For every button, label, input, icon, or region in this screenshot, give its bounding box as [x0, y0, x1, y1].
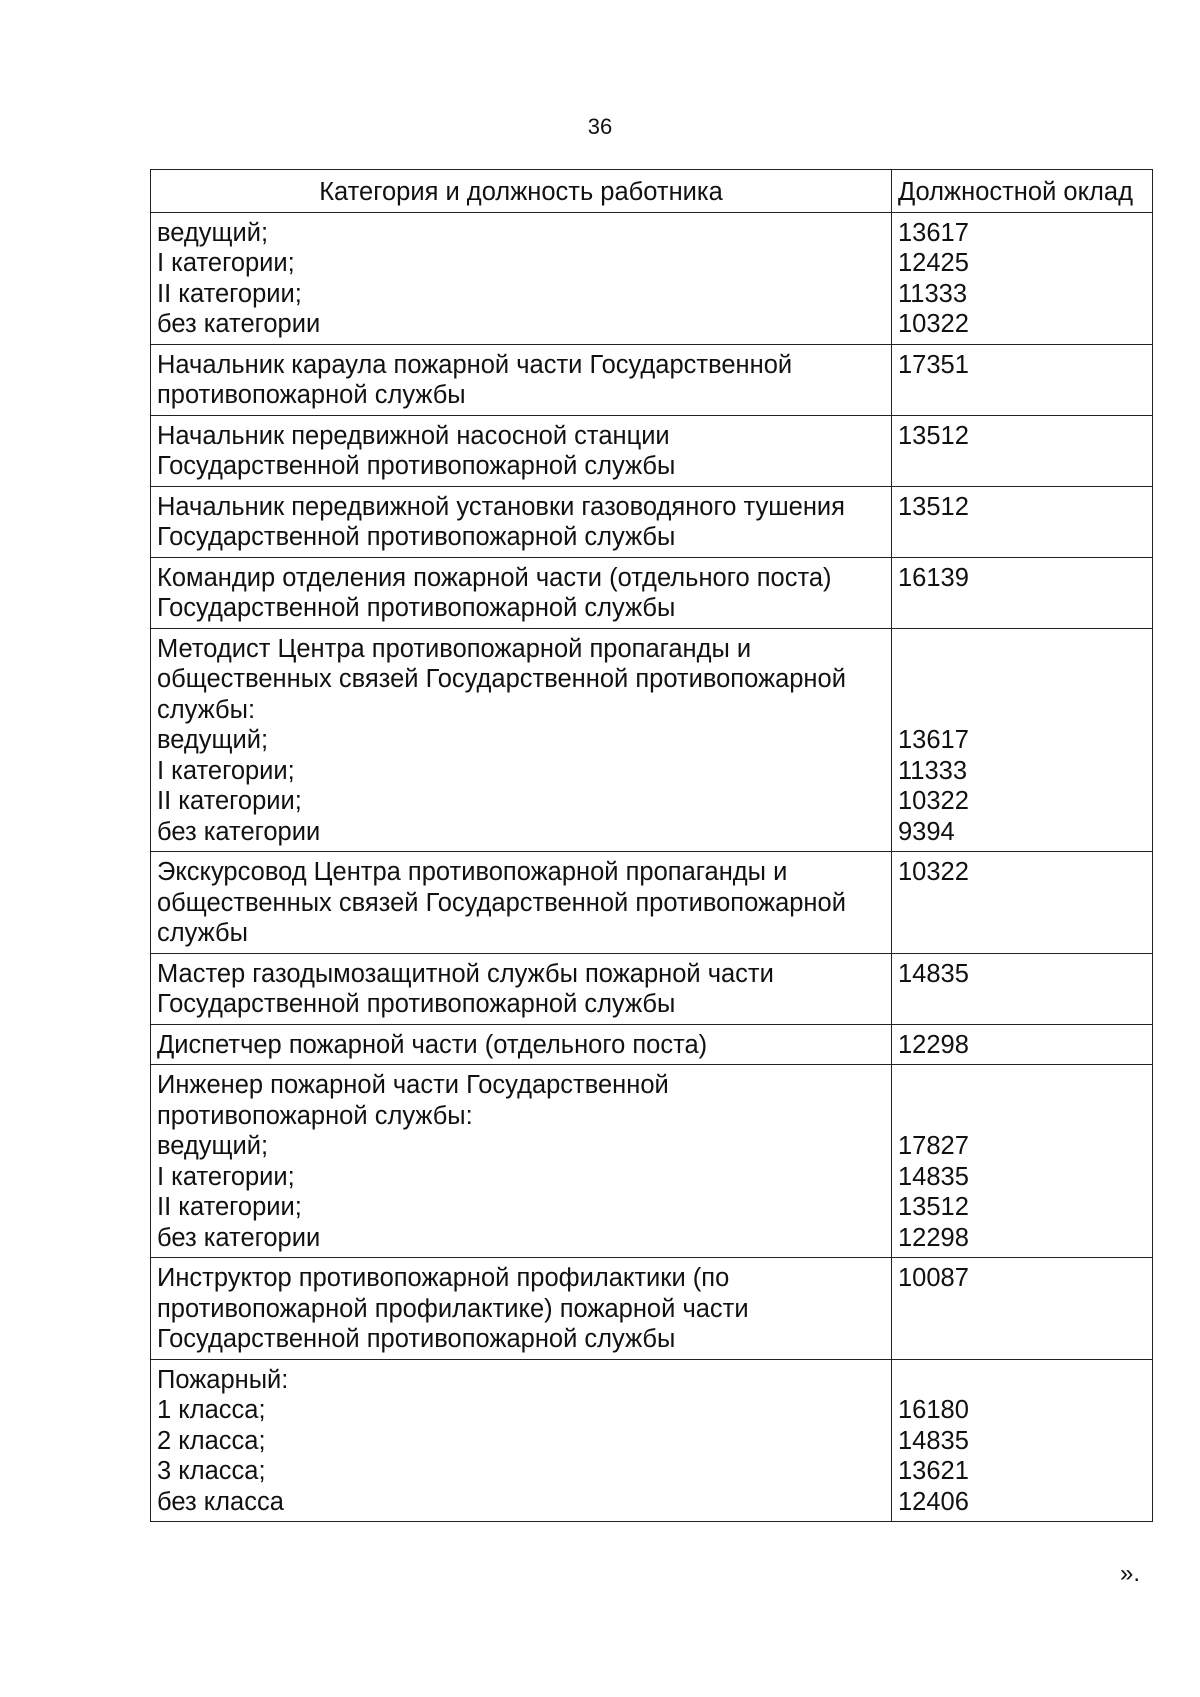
position-text-line: противопожарной службы: [157, 381, 466, 409]
position-cell: [151, 1065, 892, 1258]
position-text-line: Государственной противопожарной службы: [157, 452, 676, 480]
position-text-line: Инструктор противопожарной профилактики (по: [157, 1264, 730, 1292]
position-text-line: противопожарной службы:: [157, 1101, 473, 1130]
position-text-line: противопожарной профилактике) пожарной части: [157, 1294, 749, 1323]
position-text-line: Государственной противопожарной службы: [157, 990, 676, 1018]
position-text-line: службы:: [157, 695, 256, 724]
salary-spacer: [898, 1365, 1146, 1396]
salary-cell: [892, 953, 1153, 1024]
salary-value: 14835: [898, 1162, 969, 1191]
position-cell: [151, 1024, 892, 1065]
position-text-line: ведущий;: [157, 1132, 269, 1160]
closing-quote: ».: [1120, 1560, 1141, 1587]
salary-value: 11333: [898, 756, 968, 785]
position-text-line: 1 класса;: [157, 1396, 266, 1424]
salary-spacer: [898, 664, 1146, 695]
salary-value: 12406: [898, 1487, 969, 1516]
position-cell: [151, 953, 892, 1024]
salary-value: 13512: [898, 492, 969, 521]
position-text-line: II категории;: [157, 279, 302, 308]
salary-value: 12298: [898, 1223, 969, 1252]
position-text-line: ведущий;: [157, 726, 269, 754]
position-text-line: I категории;: [157, 1162, 295, 1191]
position-text-line: без категории: [157, 1223, 321, 1252]
position-text-line: без категории: [157, 310, 321, 338]
position-text-line: Экскурсовод Центра противопожарной пропаганды и: [157, 858, 788, 886]
salary-value: 13512: [898, 421, 969, 450]
position-text-line: 3 класса;: [157, 1457, 266, 1485]
salary-value: 10322: [898, 858, 969, 886]
position-cell: [151, 628, 892, 852]
position-cell: [151, 212, 892, 344]
salary-spacer: [898, 695, 1146, 726]
position-text-line: II категории;: [157, 1193, 302, 1221]
position-text-line: I категории;: [157, 756, 295, 785]
position-text-line: общественных связей Государственной противопожарной: [157, 665, 846, 693]
position-text-line: без класса: [157, 1487, 284, 1516]
position-text-line: Начальник передвижной установки газоводяного тушения: [157, 492, 845, 521]
salary-cell: [892, 628, 1153, 852]
position-cell: [151, 557, 892, 628]
salary-value: 17351: [898, 350, 969, 379]
table-row: [151, 557, 1153, 628]
salary-value: 11333: [898, 279, 968, 308]
table-row: [151, 1258, 1153, 1360]
position-text-line: Пожарный:: [157, 1365, 289, 1394]
position-text-line: ведущий;: [157, 218, 269, 247]
salary-value: 14835: [898, 1426, 969, 1455]
table-body: [151, 212, 1153, 1522]
salary-spacer: [898, 634, 1146, 665]
salary-spacer: [898, 1101, 1146, 1132]
position-text-line: Командир отделения пожарной части (отдельного поста): [157, 563, 832, 592]
position-text-line: службы: [157, 919, 248, 947]
salary-value: 17827: [898, 1132, 969, 1160]
position-cell: [151, 415, 892, 486]
salary-cell: [892, 344, 1153, 415]
table-row: [151, 852, 1153, 954]
salary-cell: [892, 1359, 1153, 1522]
position-cell: [151, 486, 892, 557]
position-text-line: Государственной противопожарной службы: [157, 594, 676, 622]
table-row: [151, 1024, 1153, 1065]
salary-cell: [892, 486, 1153, 557]
table-header-row: [151, 170, 1153, 213]
table-row: [151, 628, 1153, 852]
table-row: [151, 1359, 1153, 1522]
position-text-line: II категории;: [157, 787, 302, 815]
salary-cell: [892, 415, 1153, 486]
salary-value: 10322: [898, 310, 969, 338]
column-header-salary: Должностной оклад: [892, 170, 1153, 213]
position-cell: [151, 852, 892, 954]
position-cell: [151, 1258, 892, 1360]
salary-spacer: [898, 1070, 1146, 1101]
table-row: [151, 486, 1153, 557]
position-text-line: I категории;: [157, 249, 295, 277]
salary-value: 12298: [898, 1030, 969, 1059]
table-row: [151, 1065, 1153, 1258]
salary-cell: [892, 1065, 1153, 1258]
salary-cell: [892, 852, 1153, 954]
salary-value: 10087: [898, 1264, 969, 1292]
salary-value: 13617: [898, 726, 969, 754]
page-number: 36: [587, 114, 613, 139]
salary-cell: [892, 1258, 1153, 1360]
salary-value: 9394: [898, 817, 955, 846]
table-row: [151, 953, 1153, 1024]
salary-cell: [892, 557, 1153, 628]
position-text-line: Начальник передвижной насосной станции: [157, 421, 670, 450]
table-row: [151, 344, 1153, 415]
salary-value: 10322: [898, 787, 969, 815]
position-text-line: Государственной противопожарной службы: [157, 1325, 676, 1353]
position-text-line: Методист Центра противопожарной пропаганды и: [157, 634, 752, 663]
position-text-line: общественных связей Государственной противопожарной: [157, 888, 846, 917]
salary-cell: [892, 212, 1153, 344]
salary-value: 13512: [898, 1193, 969, 1221]
salary-value: 14835: [898, 959, 969, 988]
position-cell: [151, 1359, 892, 1522]
position-text-line: 2 класса;: [157, 1426, 266, 1455]
salary-cell: [892, 1024, 1153, 1065]
table-row: [151, 212, 1153, 344]
salary-value: 13617: [898, 218, 969, 247]
position-text-line: Начальник караула пожарной части Государственной: [157, 350, 793, 379]
salary-value: 13621: [898, 1457, 969, 1485]
salary-table: [150, 169, 1153, 1522]
salary-value: 12425: [898, 249, 969, 277]
table-row: [151, 415, 1153, 486]
position-text-line: без категории: [157, 817, 321, 846]
column-header-category: Категория и должность работника: [151, 170, 892, 213]
position-text-line: Мастер газодымозащитной службы пожарной части: [157, 959, 774, 988]
salary-value: 16139: [898, 563, 969, 592]
position-text-line: Инженер пожарной части Государственной: [157, 1071, 669, 1099]
position-cell: [151, 344, 892, 415]
salary-value: 16180: [898, 1396, 969, 1424]
position-text-line: Диспетчер пожарной части (отдельного поста): [157, 1030, 708, 1059]
position-text-line: Государственной противопожарной службы: [157, 523, 676, 551]
